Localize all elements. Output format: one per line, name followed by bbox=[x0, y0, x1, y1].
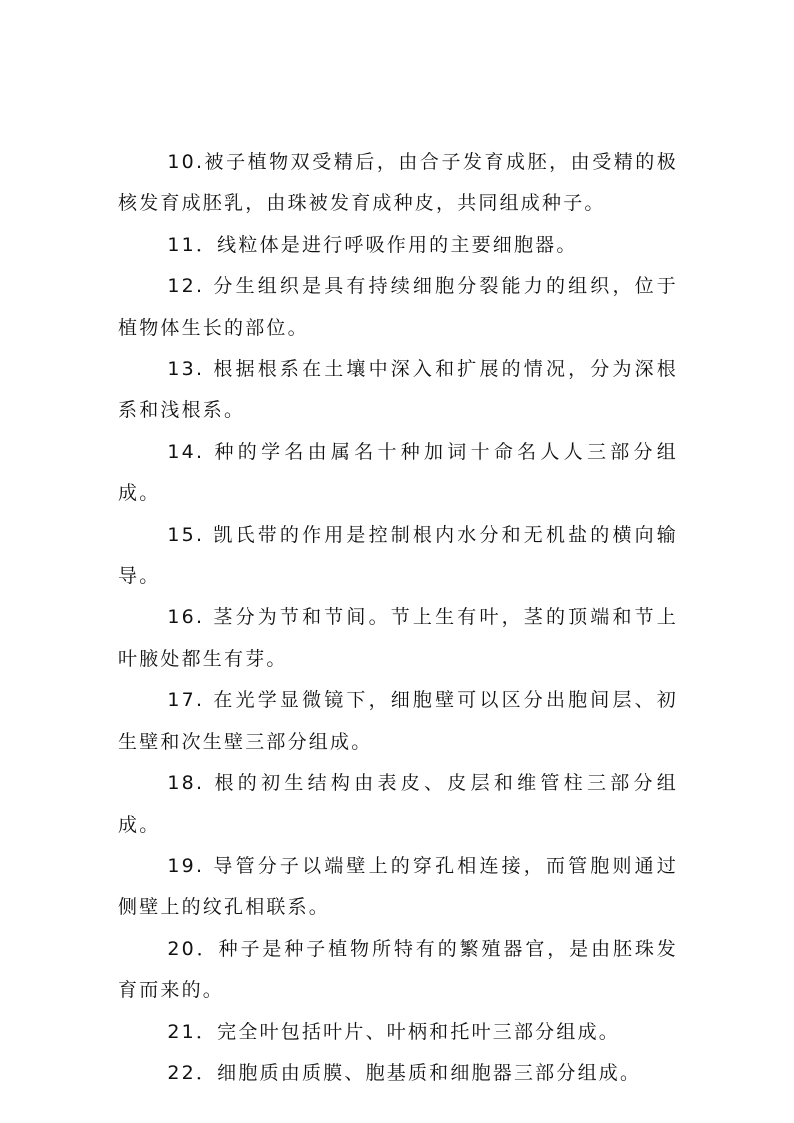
paragraph-item-14: 14. 种的学名由属名十种加词十命名人人三部分组成。 bbox=[118, 440, 678, 505]
paragraph-item-13: 13. 根据根系在土壤中深入和扩展的情况，分为深根系和浅根系。 bbox=[118, 358, 678, 422]
paragraph-item-16: 16. 茎分为节和节间。节上生有叶，茎的顶端和节上叶腋处都生有芽。 bbox=[118, 606, 678, 670]
paragraph-item-17: 17. 在光学显微镜下，细胞壁可以区分出胞间层、初生壁和次生壁三部分组成。 bbox=[118, 689, 678, 753]
paragraph-item-12: 12. 分生组织是具有持续细胞分裂能力的组织，位于植物体生长的部位。 bbox=[118, 275, 678, 339]
paragraph-item-20: 20．种子是种子植物所特有的繁殖器官，是由胚珠发育而来的。 bbox=[118, 937, 678, 1002]
paragraph-item-11: 11．线粒体是进行呼吸作用的主要细胞器。 bbox=[167, 233, 578, 256]
paragraph-item-21: 21．完全叶包括叶片、叶柄和托叶三部分组成。 bbox=[167, 1020, 620, 1043]
paragraph-item-19: 19. 导管分子以端壁上的穿孔相连接，而管胞则通过侧壁上的纹孔相联系。 bbox=[118, 854, 678, 919]
paragraph-item-10: 10.被子植物双受精后，由合子发育成胚，由受精的极核发育成胚乳，由珠被发育成种皮，共同组成种子。 bbox=[118, 151, 678, 215]
paragraph-item-15: 15. 凯氏带的作用是控制根内水分和无机盐的横向输导。 bbox=[118, 523, 678, 588]
paragraph-item-18: 18. 根的初生结构由表皮、皮层和维管柱三部分组成。 bbox=[118, 772, 678, 836]
document-body bbox=[118, 142, 678, 1094]
paragraph-item-22: 22．细胞质由质膜、胞基质和细胞器三部分组成。 bbox=[167, 1061, 642, 1084]
